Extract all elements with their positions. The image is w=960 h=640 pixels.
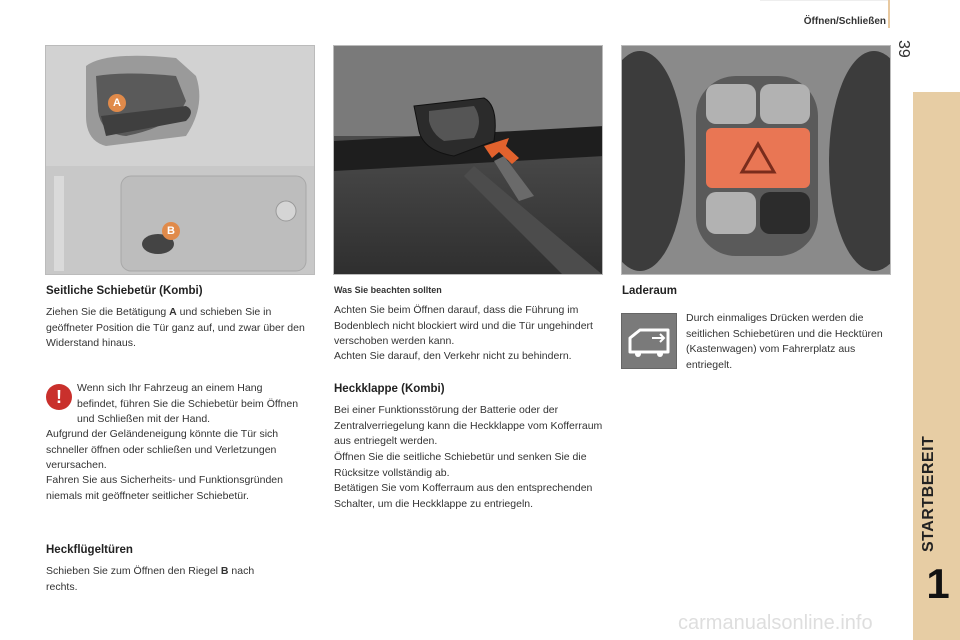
section-title-sliding-door: Seitliche Schiebetür (Kombi) — [46, 285, 203, 297]
section-title-wing-doors: Heckflügeltüren — [46, 544, 133, 556]
tailgate-text-1: Bei einer Funktionsstörung der Batterie oder der Zentralverriegelung kann die Heckklappe vom Kofferraum aus entriegelt werden. — [334, 404, 603, 448]
warning-text-indented: Wenn sich Ihr Fahrzeug an einem Hang befindet, führen Sie die Schiebetür beim Öffnen und Schließen mit der Hand. — [77, 382, 299, 426]
wing-doors-text-pre: Schieben Sie zum Öffnen den Riegel — [46, 565, 221, 577]
sliding-door-text-bold: A — [169, 306, 177, 318]
section-title-cargo: Laderaum — [622, 285, 677, 297]
notes-title: Was Sie beachten sollten — [334, 285, 442, 295]
van-icon — [622, 314, 676, 368]
sliding-door-text-pre: Ziehen Sie die Betätigung — [46, 306, 170, 318]
marker-a: A — [108, 94, 126, 112]
dashboard-switches-illustration — [622, 46, 891, 275]
marker-b: B — [162, 222, 180, 240]
section-title-tailgate: Heckklappe (Kombi) — [334, 383, 445, 395]
door-guide-illustration — [334, 46, 603, 275]
chapter-side-tab — [913, 92, 960, 640]
header-rule-top — [760, 0, 890, 1]
door-handle-illustration — [46, 46, 315, 275]
page-number: 39 — [895, 40, 912, 58]
wing-doors-text-post: nach rechts. — [46, 565, 255, 593]
cargo-text: Durch einmaliges Drücken werden die seitlichen Schiebetüren und die Hecktüren (Kastenwagen) vom Fahrerplatz aus entriegelt. — [686, 312, 883, 371]
sliding-door-text-post: und schieben Sie in geöffneter Position die Tür ganz auf, und zwar über den Widerstand hinaus. — [46, 306, 305, 350]
watermark: carmanualsonline.info — [678, 612, 873, 634]
warning-icon: ! — [46, 384, 72, 410]
header-title: Öffnen/Schließen — [803, 16, 886, 27]
tailgate-text-2: Öffnen Sie die seitliche Schiebetür und senken Sie die Rücksitze vollständig ab. — [334, 451, 587, 479]
wing-doors-text-bold: B — [220, 565, 229, 577]
chapter-tab-label: STARTBEREIT — [920, 435, 937, 552]
photo-sliding-door-guide — [333, 45, 603, 275]
warning-text-rest: Aufgrund der Geländeneigung könnte die Tür sich schneller öffnen oder schließen und Verletzungen verursachen. — [46, 428, 279, 472]
warning-text-last: Fahren Sie aus Sicherheits- und Funktionsgründen niemals mit geöffneter seitlicher Schiebetür. — [46, 474, 283, 502]
header-rule — [888, 0, 890, 28]
van-unlock-icon — [621, 313, 677, 369]
chapter-number: 1 — [926, 560, 950, 607]
wing-doors-instructions — [46, 564, 286, 595]
photo-door-handles — [45, 45, 315, 275]
photo-dashboard-switches — [621, 45, 891, 275]
tailgate-text-3: Betätigen Sie vom Kofferraum aus den entsprechenden Schalter, um die Heckklappe zu entriegeln. — [334, 482, 593, 510]
sliding-door-instructions — [46, 305, 306, 352]
notes-text-2: Achten Sie darauf, den Verkehr nicht zu behindern. — [334, 350, 572, 362]
notes-text-1: Achten Sie beim Öffnen darauf, dass die Führung im Bodenblech nicht blockiert wird und die Tür ungehindert verschoben werden kann. — [334, 304, 593, 348]
